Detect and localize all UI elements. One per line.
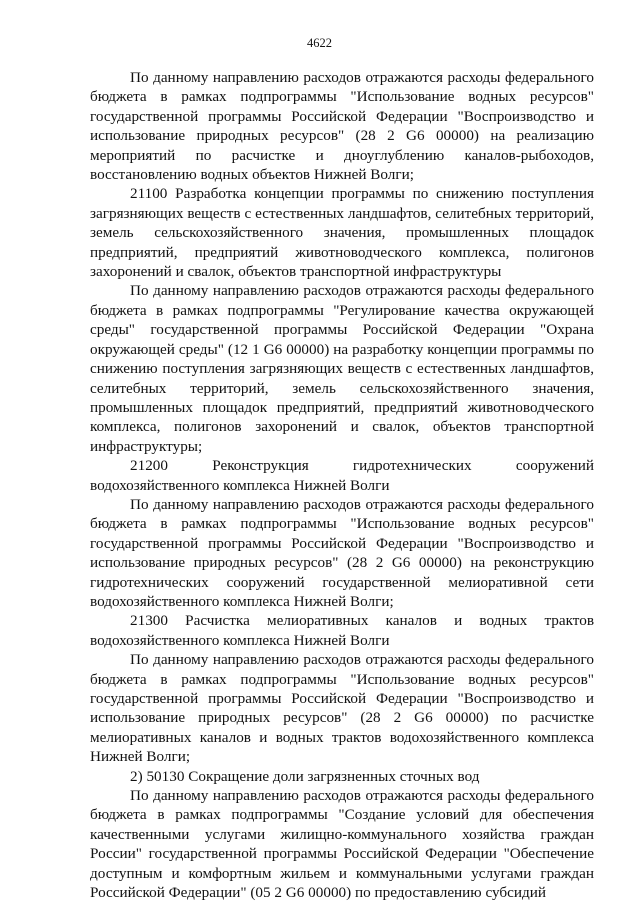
- page-number: 4622: [307, 36, 332, 50]
- paragraph-code-50130: 2) 50130 Сокращение доли загрязненных сточных вод: [130, 767, 480, 785]
- paragraph-expense-description: По данному направлению расходов отражаются расходы федерального бюджета в рамках подпрограммы "Регулирование качества окружающей среды" государственной программы Российской Федерации "Охрана окружающей среды" (12 1 G6 00000) на разработку концепции программы по снижению поступления загрязняющих веществ с естественных ландшафтов, селитебных территорий, земель сельскохозяйственного значения, промышленных площадок предприятий, предприятий животноводческого комплекса, полигонов захоронений и свалок, объектов транспортной инфраструктуры;: [90, 282, 594, 455]
- paragraph-expense-description: По данному направлению расходов отражаются расходы федерального бюджета в рамках подпрограммы "Использование водных ресурсов" государственной программы Российской Федерации "Воспроизводство и использование природных ресурсов" (28 2 G6 00000) на реализацию мероприятий по расчистке и дноуглублению каналов-рыбоходов, восстановлению водных объектов Нижней Волги;: [90, 69, 594, 184]
- paragraph-expense-description: По данному направлению расходов отражаются расходы федерального бюджета в рамках подпрограммы "Использование водных ресурсов" государственной программы Российской Федерации "Воспроизводство и использование природных ресурсов" (28 2 G6 00000) по расчистке мелиоративных каналов и водных трактов водохозяйственного комплекса Нижней Волги;: [90, 651, 594, 766]
- paragraph-expense-description: По данному направлению расходов отражаются расходы федерального бюджета в рамках подпрограммы "Создание условий для обеспечения качественными услугами жилищно-коммунального хозяйства граждан России" государственной программы Российской Федерации "Обеспечение доступным и комфортным жильем и коммунальными услугами граждан Российской Федерации" (05 2 G6 00000) по предоставлению субсидий: [90, 787, 594, 902]
- paragraph-code-21300: 21300 Расчистка мелиоративных каналов и водных трактов водохозяйственного комплекса Нижней Волги: [90, 612, 594, 649]
- paragraph-code-21100: 21100 Разработка концепции программы по снижению поступления загрязняющих веществ с естественных ландшафтов, селитебных территорий, земель сельскохозяйственного значения, промышленных площадок предприятий, предприятий животноводческого комплекса, полигонов захоронений и свалок, объектов транспортной инфраструктуры: [90, 185, 594, 281]
- paragraph-code-21200: 21200 Реконструкция гидротехнических сооружений водохозяйственного комплекса Нижней Волги: [90, 457, 594, 494]
- paragraph-expense-description: По данному направлению расходов отражаются расходы федерального бюджета в рамках подпрограммы "Использование водных ресурсов" государственной программы Российской Федерации "Воспроизводство и использование природных ресурсов" (28 2 G6 00000) на реконструкцию гидротехнических сооружений государственной мелиоративной сети водохозяйственного комплекса Нижней Волги;: [90, 495, 594, 610]
- document-body: [90, 68, 594, 902]
